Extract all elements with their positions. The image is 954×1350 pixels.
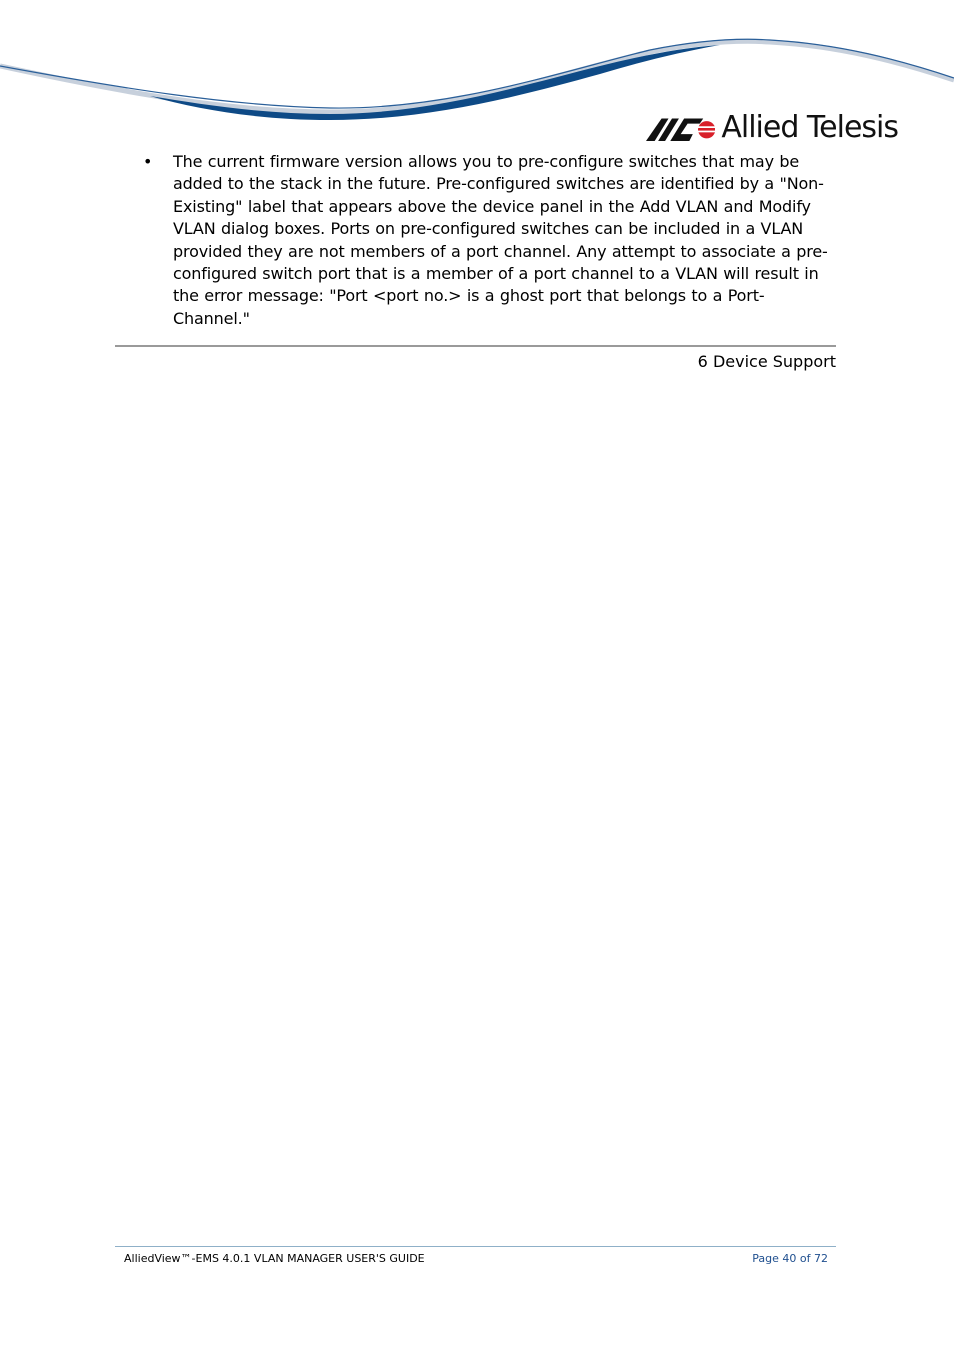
section-title: 6 Device Support bbox=[697, 352, 836, 371]
bullet-text: The current firmware version allows you to pre-configure switches that may be added to the stack in the future. Pre-configured switches are identified by a "Non-Existing" label that appears above the device panel in the Add VLAN and Modify VLAN dialog boxes. Ports on pre-configured switches can be included in a VLAN provided they are not members of a port channel. Any attempt to associate a pre-configured switch port that is a member of a port channel to a VLAN will result in the error message: "Port <port no.> is a ghost port that belongs to a Port-Channel." bbox=[173, 152, 828, 328]
section-divider bbox=[115, 345, 836, 347]
document-body bbox=[143, 151, 843, 330]
bullet-icon: • bbox=[143, 152, 153, 171]
footer-divider bbox=[115, 1246, 836, 1247]
footer-document-title: AlliedView™-EMS 4.0.1 VLAN MANAGER USER'S GUIDE bbox=[124, 1252, 425, 1265]
allied-telesis-emblem-icon bbox=[646, 113, 715, 143]
allied-telesis-logo bbox=[646, 108, 898, 148]
list-item bbox=[143, 151, 843, 330]
logo-wordmark: Allied Telesis bbox=[721, 110, 898, 145]
footer-page-number: Page 40 of 72 bbox=[752, 1252, 828, 1265]
